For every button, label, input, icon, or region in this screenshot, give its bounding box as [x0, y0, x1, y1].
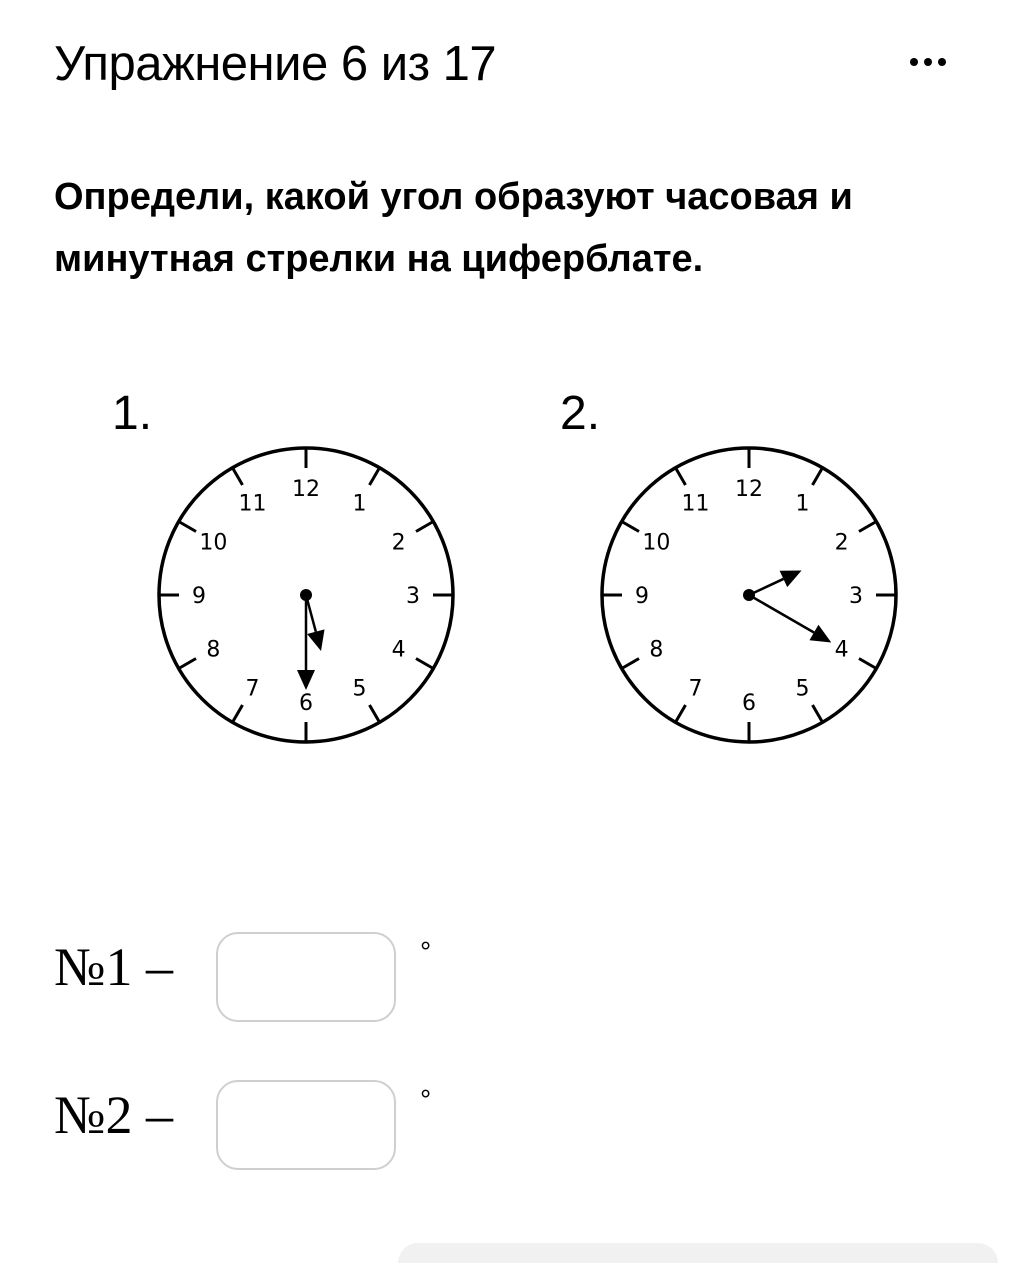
clock-center	[743, 589, 755, 601]
clock-face-1	[155, 444, 457, 746]
answer-2-label: №2 –	[54, 1085, 174, 1145]
clock-number: 8	[649, 637, 664, 663]
clock-number: 5	[352, 676, 367, 702]
clock-number: 1	[352, 491, 367, 517]
page-title: Упражнение 6 из 17	[54, 37, 497, 91]
more-dot	[924, 58, 932, 66]
clock-number: 2	[391, 530, 406, 556]
clock-number: 8	[206, 637, 221, 663]
clock-number: 10	[642, 530, 671, 556]
answer-1-label: №1 –	[54, 937, 174, 997]
clock-number: 1	[795, 491, 810, 517]
clock-number: 7	[688, 676, 703, 702]
clock-face-2	[598, 444, 900, 746]
answer-1-degree: °	[420, 936, 432, 967]
answer-1-input[interactable]	[216, 932, 396, 1022]
task-text: Определи, какой угол образуют часовая и минутная стрелки на циферблате.	[54, 176, 853, 280]
clock-2-label: 2.	[560, 387, 601, 440]
clock-number: 6	[299, 691, 313, 716]
clock-number: 4	[834, 637, 849, 663]
clock-number: 3	[406, 584, 420, 609]
clock-number: 3	[849, 584, 863, 609]
clock-1-label: 1.	[112, 387, 153, 440]
more-dot	[938, 58, 946, 66]
clock-number: 12	[292, 477, 320, 502]
clock-number: 4	[391, 637, 406, 663]
clock-number: 11	[681, 491, 710, 517]
clock-number: 2	[834, 530, 849, 556]
more-horizontal-icon	[910, 58, 918, 66]
more-menu-button[interactable]	[896, 44, 960, 80]
clock-number: 10	[199, 530, 228, 556]
clock-number: 11	[238, 491, 267, 517]
clock-number: 9	[635, 584, 649, 609]
bottom-sheet-edge	[398, 1243, 998, 1263]
clock-number: 9	[192, 584, 206, 609]
clock-center	[300, 589, 312, 601]
clock-number: 6	[742, 691, 756, 716]
clock-number: 7	[245, 676, 260, 702]
answer-2-input[interactable]	[216, 1080, 396, 1170]
clock-number: 12	[735, 477, 763, 502]
answer-2-degree: °	[420, 1084, 432, 1115]
clock-number: 5	[795, 676, 810, 702]
